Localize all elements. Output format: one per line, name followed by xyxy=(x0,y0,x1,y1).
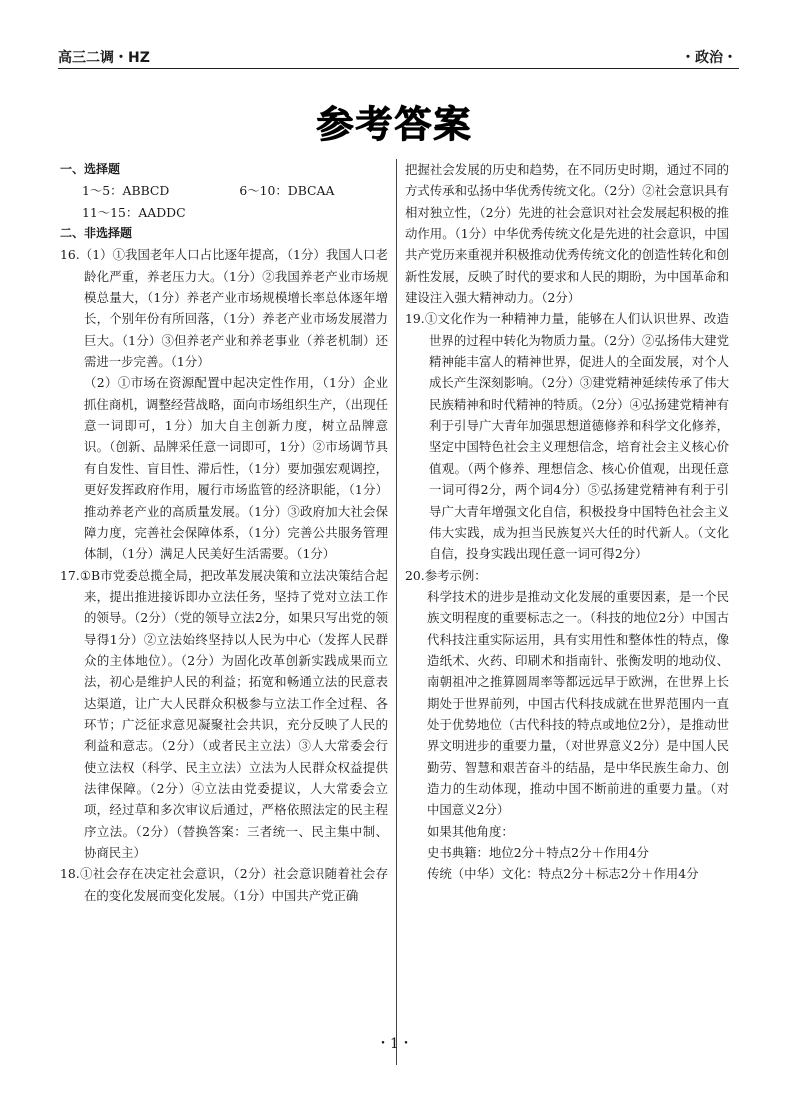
answer-18-continued: 把握社会发展的历史和趋势，在不同历史时期，通过不同的方式传承和弘扬中华优秀传统文化。（2分）②社会意识具有相对独立性，（2分）先进的社会意识对社会发展起积极的推动作用。（1分）中华优秀传统文化是先进的社会意识，中国共产党历来重视并积极推动优秀传统文化的创造性转化和创新性发展，反映了时代的要求和人民的期盼，为中国革命和建设注入强大精神动力。（2分） xyxy=(405,162,729,306)
choice-answers-11-15: 11～15：AADDC xyxy=(82,204,186,220)
choice-answers-1-5: 1～5：ABBCD xyxy=(82,183,170,199)
answer-20-heading: 20.参考示例： xyxy=(405,567,487,583)
header-rule xyxy=(58,68,739,69)
answer-18-start: 18.①社会存在决定社会意识，（2分）社会意识随着社会存在的变化发展而变化发展。（1分）中国共产党正确 xyxy=(60,866,388,903)
page-number: ・1・ xyxy=(376,1036,413,1052)
answer-19: 19.①文化作为一种精神力量，能够在人们认识世界、改造世界的过程中转化为物质力量。（2分）②弘扬伟大建党精神能丰富人的精神世界，促进人的全面发展，对个人成长产生深刻影响。（2分）③建党精神延续传承了伟大民族精神和时代精神的特质。（2分）④弘扬建党精神有利于引导广大青年加强思想道德修养和科学文化修养，坚定中国特色社会主义理想信念，培育社会主义核心价值观。（两个修养、理想信念、核心价值观，出现任意一词可得2分，两个词4分）⑤弘扬建党精神有利于引导广大青年增强文化自信，积极投身中国特色社会主义伟大实践，成为担当民族复兴大任的时代新人。（文化自信，投身实践出现任意一词可得2分） xyxy=(405,311,729,562)
section-heading-non-choice: 二、非选择题 xyxy=(60,226,133,241)
left-column xyxy=(60,159,388,906)
answer-16-part-1: 16.（1）①我国老年人口占比逐年提高，（1分）我国人口老龄化严重，养老压力大。（1分）②我国养老产业市场规模总量大，（1分）养老产业市场规模增长率总体逐年增长，个别年份有所回落，（1分）养老产业市场发展潜力巨大。（1分）③但养老产业和养老事业（养老机制）还需进一步完善。（1分） xyxy=(60,247,388,370)
choice-answers-row-2 xyxy=(60,202,388,223)
column-divider xyxy=(396,159,397,1065)
answer-16-part-2: （2）①市场在资源配置中起决定性作用，（1分）企业抓住商机，调整经营战略，面向市场组织生产，（出现任意一词即可，1分）加大自主创新力度，树立品牌意识。（创新、品牌采任意一词即可，1分）②市场调节具有自发性、盲目性、滞后性，（1分）要加强宏观调控，更好发挥政府作用，履行市场监管的经济职能，（1分）推动养老产业的高质量发展。（1分）③政府加大社会保障力度，完善社会保障体系，（1分）完善公共服务管理体制，（1分）满足人民美好生活需要。（1分） xyxy=(84,375,388,562)
header-subject-label: ・政治・ xyxy=(681,50,737,66)
section-heading-choice: 一、选择题 xyxy=(60,162,121,176)
answer-17: 17.①B市党委总揽全局，把改革发展决策和立法决策结合起来，提出推进接诉即办立法任务，坚持了党对立法工作的领导。（2分）（党的领导立法2分，如果只写出党的领导得1分）②立法始终坚持以人民为中心（发挥人民群众的主体地位）。（2分）为固化改革创新实践成果而立法，初心是维护人民的利益；拓宽和畅通立法的民意表达渠道，让广大人民群众积极参与立法工作全过程、各环节；广泛征求意见凝聚社会共识，充分反映了人民的利益和意志。（2分）（或者民主立法）③人大常委会行使立法权（科学、民主立法）立法为人民群众权益提供法律保障。（2分）④立法由党委提议，人大常委会立项，经过草和多次审议后通过，严格依照法定的民主程序立法。（2分）（替换答案：三者统一、民主集中制、协商民主） xyxy=(60,567,388,860)
header-exam-label: 高三二调・HZ xyxy=(58,50,150,66)
page-title: 参考答案 xyxy=(316,103,473,146)
right-column xyxy=(405,159,729,885)
answer-20-option-1: 史书典籍：地位2分＋特点2分＋作用4分 xyxy=(427,845,649,860)
choice-answers-row-1 xyxy=(60,180,388,201)
choice-answers-6-10: 6～10：DBCAA xyxy=(239,183,335,199)
answer-20-option-2: 传统（中华）文化：特点2分＋标志2分＋作用4分 xyxy=(427,866,699,882)
answer-20-sample: 科学技术的进步是推动文化发展的重要因素，是一个民族文明程度的重要标志之一。（科技的地位2分）中国古代科技注重实际运用，具有实用性和整体性的特点，像造纸术、火药、印刷术和指南针、张衡发明的地动仪、南朝祖冲之推算圆周率等都远远早于欧洲，在世界上长期处于世界前列，中国古代科技成就在世界范围内一直处于优势地位（古代科技的特点或地位2分），是推动世界文明进步的重要力量，（对世界意义2分）是中国人民勤劳、智慧和艰苦奋斗的结晶，是中华民族生命力、创造力的生动体现，推动中国不断前进的重要力量。（对中国意义2分） xyxy=(427,588,729,818)
answer-20-other-angles: 如果其他角度： xyxy=(427,823,514,839)
